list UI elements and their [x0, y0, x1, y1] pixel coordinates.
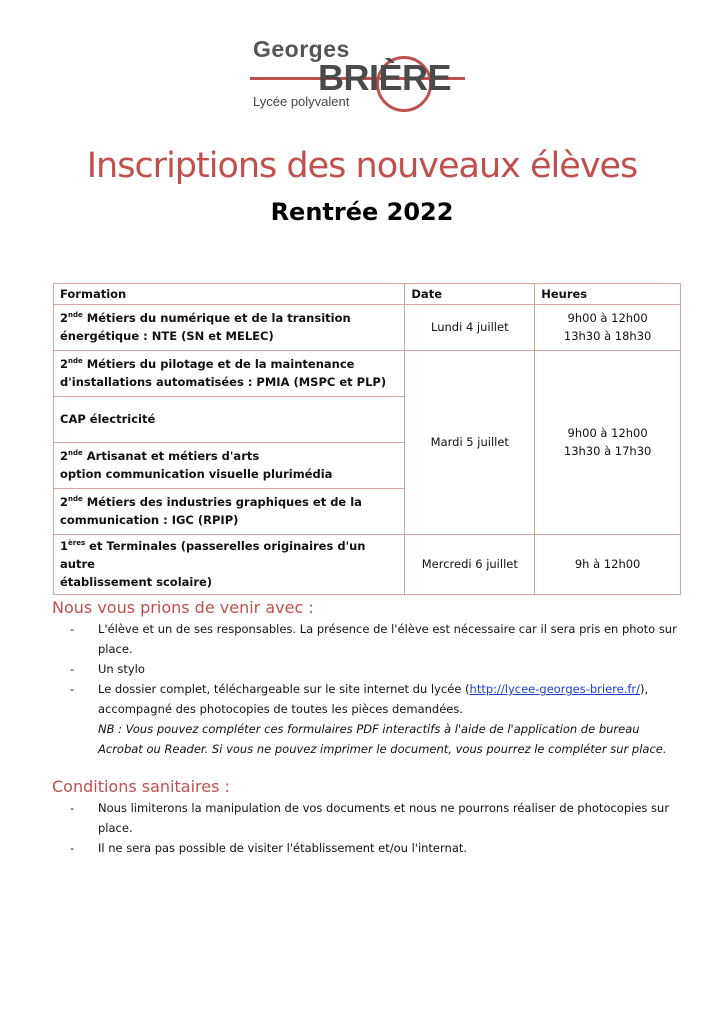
- logo-lycee-polyvalent: Lycée polyvalent: [253, 94, 350, 109]
- schedule-table: [53, 283, 681, 595]
- list-item: - L'élève et un de ses responsables. La présence de l'élève est nécessaire car il sera pris en photo sur place.: [70, 622, 677, 656]
- table-row: [54, 305, 681, 351]
- formation-cell: 2nde Métiers du pilotage et de la maintenance d'installations automatisées : PMIA (MSPC et PLP): [54, 351, 405, 397]
- formation-cell: 2nde Métiers des industries graphiques et de la communication : IGC (RPIP): [54, 489, 405, 535]
- table-row: [54, 351, 681, 397]
- table-header-row: [54, 284, 681, 305]
- group-date-cell: Mardi 5 juillet: [405, 351, 535, 535]
- page-subtitle: Rentrée 2022: [270, 198, 454, 226]
- page-title: Inscriptions des nouveaux élèves: [86, 146, 638, 186]
- formation-cell: 2nde Métiers du numérique et de la transition énergétique : NTE (SN et MELEC): [54, 305, 405, 351]
- section-title-conditions-sanitaires: Conditions sanitaires :: [52, 777, 230, 796]
- header-date: Date: [405, 284, 535, 305]
- list-item: - Un stylo: [70, 662, 145, 676]
- formation-cell: 2nde Artisanat et métiers d'arts option communication visuelle plurimédia: [54, 443, 405, 489]
- date-cell: Lundi 4 juillet: [405, 305, 535, 351]
- nb-note: NB : Vous pouvez compléter ces formulaires PDF interactifs à l'aide de l'application de bureau Acrobat ou Reader. Si vous ne pouvez imprimer le document, vous pourrez le compléter sur place.: [98, 722, 667, 756]
- website-link[interactable]: http://lycee-georges-briere.fr/: [469, 682, 641, 696]
- logo-briere: BRIÈRE: [318, 57, 452, 98]
- list-item: - Le dossier complet, téléchargeable sur le site internet du lycée (http://lycee-georges-briere.fr/), accompagné des photocopies de toutes les pièces demandées. NB : Vous pouvez compléter ces formulaires PDF interactifs à l'aide de l'application de bureau Acrobat ou Reader. Si vous ne pouvez imprimer le document, vous pourrez le compléter sur place.: [70, 679, 680, 759]
- list-item: - Nous limiterons la manipulation de vos documents et nous ne pourrons réaliser de photocopies sur place.: [70, 801, 670, 835]
- header-formation: Formation: [54, 284, 405, 305]
- logo-georges: Georges: [253, 36, 350, 62]
- hours-cell: 9h00 à 12h00 13h30 à 18h30: [535, 305, 681, 351]
- group-hours-cell: 9h00 à 12h00 13h30 à 17h30: [535, 351, 681, 535]
- formation-cell: 1ères et Terminales (passerelles originaires d'un autre établissement scolaire): [54, 535, 405, 595]
- date-cell: Mercredi 6 juillet: [405, 535, 535, 595]
- table-row: [54, 535, 681, 595]
- header-heures: Heures: [535, 284, 681, 305]
- list-item: - Il ne sera pas possible de visiter l'établissement et/ou l'internat.: [70, 841, 468, 855]
- list-venir-avec: [70, 619, 680, 759]
- hours-cell: 9h à 12h00: [535, 535, 681, 595]
- school-logo: [250, 34, 480, 114]
- list-conditions-sanitaires: [70, 798, 680, 858]
- section-title-venir-avec: Nous vous prions de venir avec :: [52, 598, 314, 617]
- formation-cell: CAP électricité: [54, 397, 405, 443]
